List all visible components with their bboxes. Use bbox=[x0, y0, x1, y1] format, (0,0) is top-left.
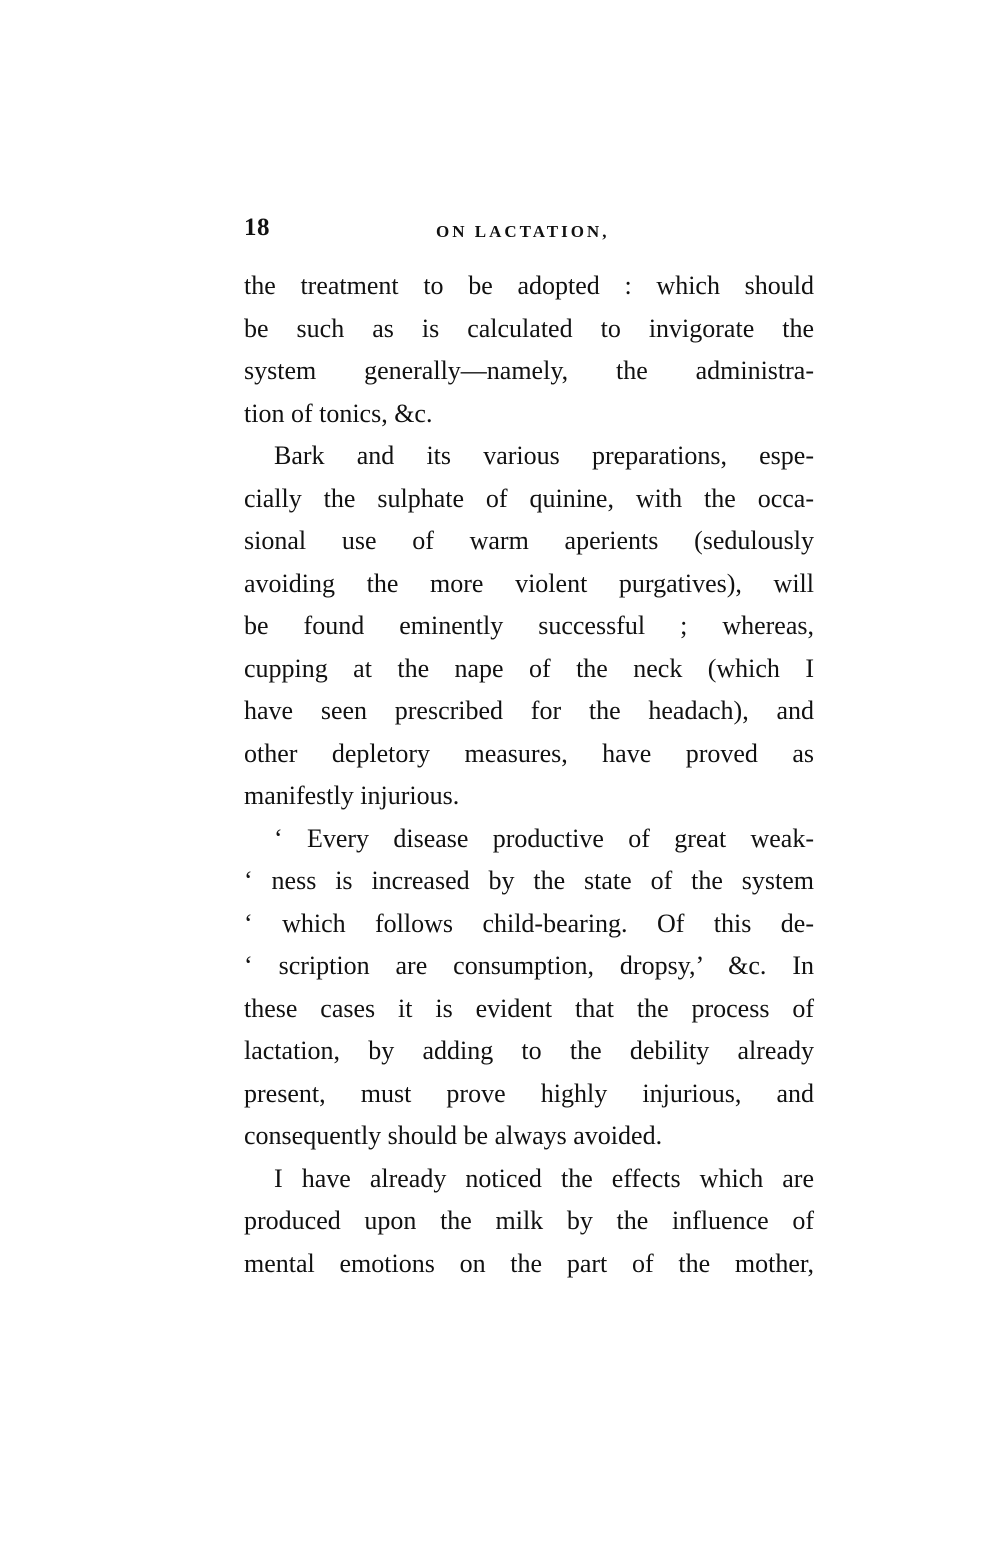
text-line: the treatment to be adopted : which should bbox=[244, 271, 814, 300]
page-number: 18 bbox=[244, 214, 270, 241]
text-line: present, must prove highly injurious, and bbox=[244, 1078, 814, 1108]
text-line: ‘ scription are consumption, dropsy,’ &c. In bbox=[244, 951, 814, 980]
running-title: ON LACTATION, bbox=[436, 222, 610, 241]
text-line: sional use of warm aperients (sedulously bbox=[244, 526, 814, 555]
text-line: I have already noticed the effects which are bbox=[274, 1163, 814, 1193]
text-line: cially the sulphate of quinine, with the occa- bbox=[244, 483, 814, 513]
text-line: lactation, by adding to the debility already bbox=[244, 1036, 814, 1065]
text-line: other depletory measures, have proved as bbox=[244, 738, 814, 768]
text-line: produced upon the milk by the influence of bbox=[244, 1206, 814, 1235]
paragraph bbox=[244, 1158, 814, 1286]
running-head bbox=[244, 210, 814, 250]
text-line: consequently should be always avoided. bbox=[244, 1121, 663, 1150]
text-line: system generally—namely, the administra- bbox=[244, 356, 814, 385]
text-line: avoiding the more violent purgatives), will bbox=[244, 568, 814, 598]
text-line: cupping at the nape of the neck (which I bbox=[244, 653, 814, 683]
body-text bbox=[244, 265, 814, 1285]
text-line: be such as is calculated to invigorate the bbox=[244, 313, 814, 343]
text-line: ‘ ness is increased by the state of the system bbox=[244, 866, 814, 895]
paragraph bbox=[244, 265, 814, 435]
text-line: mental emotions on the part of the mother, bbox=[244, 1248, 814, 1278]
text-line: Bark and its various preparations, espe- bbox=[274, 441, 814, 470]
text-line: ‘ which follows child-bearing. Of this de- bbox=[244, 908, 814, 938]
text-line: have seen prescribed for the headach), and bbox=[244, 696, 814, 725]
paragraph bbox=[244, 435, 814, 818]
text-line: these cases it is evident that the process of bbox=[244, 993, 814, 1023]
text-line: ‘ Every disease productive of great weak- bbox=[274, 823, 814, 853]
text-line: manifestly injurious. bbox=[244, 781, 460, 810]
text-line: tion of tonics, &c. bbox=[244, 398, 433, 428]
paragraph bbox=[244, 818, 814, 1158]
text-line: be found eminently successful ; whereas, bbox=[244, 611, 814, 640]
